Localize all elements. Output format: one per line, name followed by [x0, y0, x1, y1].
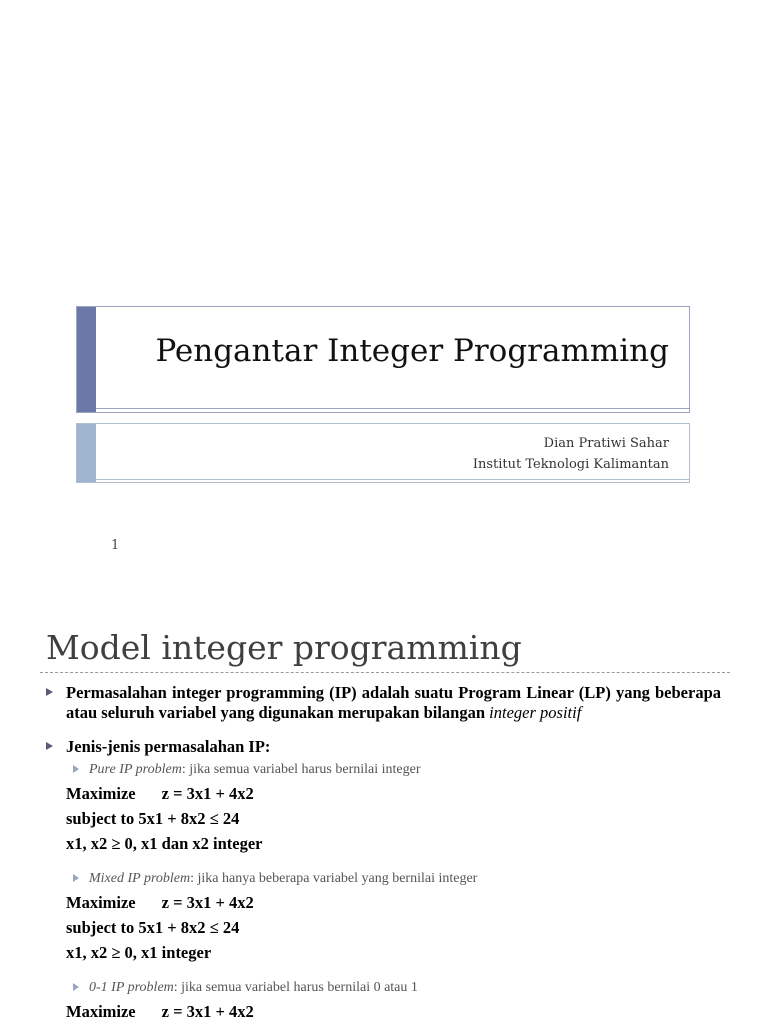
subtitle-lines	[473, 433, 669, 475]
type-label: Mixed IP problem	[89, 871, 191, 886]
type-label: Pure IP problem	[89, 762, 182, 777]
equation-constraint: subject to 5x1 + 8x2 ≤ 24	[66, 809, 240, 828]
types-heading: Jenis-jenis permasalahan IP:	[66, 737, 271, 756]
subbullet-triangle-icon	[73, 874, 79, 882]
title-underline	[96, 408, 689, 409]
subtitle-box	[76, 423, 690, 483]
slide-title: Model integer programming	[46, 628, 522, 667]
bullet-definition	[46, 683, 721, 723]
objective-expression: z = 3x1 + 4x2	[161, 784, 254, 803]
subbullet-triangle-icon	[73, 983, 79, 991]
maximize-word: Maximize	[66, 1002, 136, 1021]
definition-italic: integer positif	[489, 703, 582, 722]
slide-body	[46, 683, 721, 1024]
subbullet-triangle-icon	[73, 765, 79, 773]
maximize-word: Maximize	[66, 893, 136, 912]
equation-objective	[46, 890, 721, 915]
bullet-arrow-icon	[46, 688, 53, 696]
institution-name: Institut Teknologi Kalimantan	[472, 457, 669, 472]
objective-expression: z = 3x1 + 4x2	[161, 893, 254, 912]
equation-domain: x1, x2 ≥ 0, x1 dan x2 integer	[66, 834, 263, 853]
presentation-title: Pengantar Integer Programming	[155, 333, 669, 369]
equation-constraint: subject to 5x1 + 8x2 ≤ 24	[66, 918, 240, 937]
type-desc: : jika hanya beberapa variabel yang bernilai integer	[190, 871, 478, 886]
subbullet-mixed-ip	[46, 870, 721, 888]
type-desc: : jika semua variabel harus bernilai 0 atau 1	[173, 980, 418, 995]
bullet-arrow-icon	[46, 742, 53, 750]
subtitle-underline	[96, 479, 689, 480]
objective-expression: z = 3x1 + 4x2	[161, 1002, 254, 1021]
title-accent-bar	[77, 307, 96, 412]
definition-text: Permasalahan integer programming (IP) adalah suatu Program Linear (LP) yang beberapa atau seluruh variabel yang digunakan merupakan bilangan	[66, 683, 721, 722]
equation-domain: x1, x2 ≥ 0, x1 integer	[66, 943, 212, 962]
type-desc: : jika semua variabel harus bernilai integer	[181, 762, 421, 777]
equation-objective	[46, 781, 721, 806]
title-box	[76, 306, 690, 413]
equation-objective	[46, 999, 721, 1024]
bullet-types	[46, 737, 721, 757]
page-number: 1	[111, 538, 120, 553]
subbullet-pure-ip	[46, 761, 721, 779]
subtitle-accent-bar	[77, 424, 96, 482]
author-name: Dian Pratiwi Sahar	[543, 436, 669, 451]
title-divider	[40, 672, 730, 673]
type-label: 0-1 IP problem	[89, 980, 174, 995]
subbullet-binary-ip	[46, 979, 721, 997]
maximize-word: Maximize	[66, 784, 136, 803]
